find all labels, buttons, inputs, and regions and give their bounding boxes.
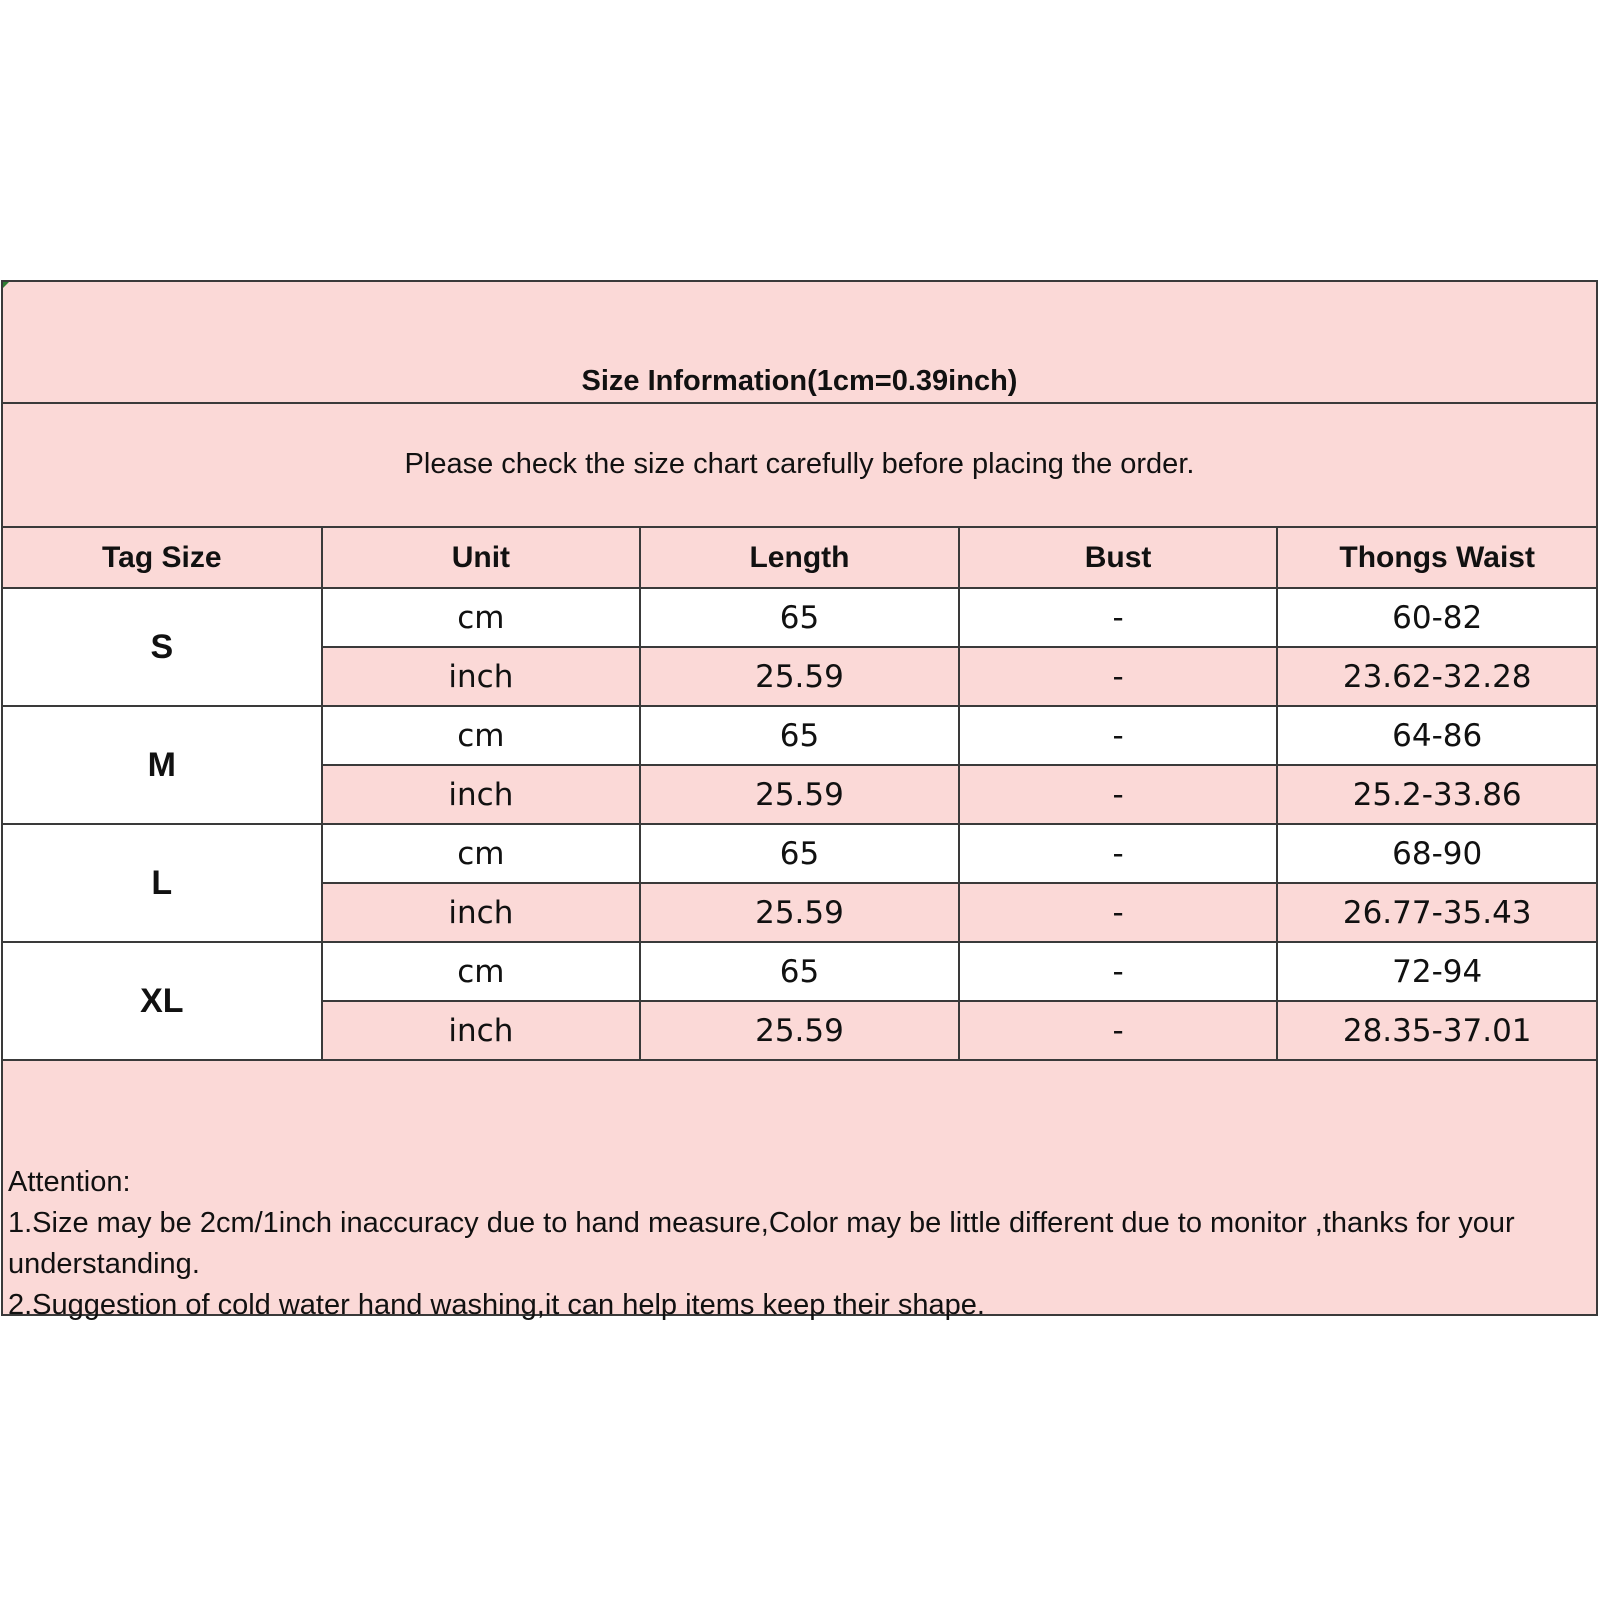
unit-cell: inch: [322, 765, 641, 824]
waist-cell: 25.2-33.86: [1277, 765, 1596, 824]
bust-cell: -: [959, 883, 1278, 942]
size-table: [3, 526, 1596, 1061]
waist-cell: 64-86: [1277, 706, 1596, 765]
bust-cell: -: [959, 647, 1278, 706]
attention-notes: [8, 1162, 1591, 1326]
unit-cell: cm: [322, 942, 641, 1001]
waist-cell: 60-82: [1277, 588, 1596, 647]
table-row: [3, 824, 1596, 883]
waist-cell: 72-94: [1277, 942, 1596, 1001]
bust-cell: -: [959, 1001, 1278, 1060]
length-cell: 25.59: [640, 765, 959, 824]
length-cell: 65: [640, 824, 959, 883]
tag-size-cell: L: [3, 824, 322, 942]
length-cell: 25.59: [640, 1001, 959, 1060]
table-row: [3, 706, 1596, 765]
bust-cell: -: [959, 765, 1278, 824]
table-header-row: [3, 527, 1596, 588]
title-band: [3, 282, 1596, 404]
tag-size-cell: XL: [3, 942, 322, 1060]
attention-note-2: 2.Suggestion of cold water hand washing,it can help items keep their shape.: [8, 1289, 985, 1321]
waist-cell: 68-90: [1277, 824, 1596, 883]
attention-note-1: 1.Size may be 2cm/1inch inaccuracy due to hand measure,Color may be little different due to monitor ,thanks for your understanding.: [8, 1207, 1515, 1280]
bust-cell: -: [959, 942, 1278, 1001]
tag-size-cell: M: [3, 706, 322, 824]
unit-cell: cm: [322, 706, 641, 765]
header-bust: Bust: [959, 527, 1278, 588]
header-unit: Unit: [322, 527, 641, 588]
bust-cell: -: [959, 588, 1278, 647]
table-row: [3, 588, 1596, 647]
length-cell: 65: [640, 588, 959, 647]
header-tag-size: Tag Size: [3, 527, 322, 588]
size-chart-sheet: [1, 280, 1598, 1321]
waist-cell: 28.35-37.01: [1277, 1001, 1596, 1060]
unit-cell: inch: [322, 883, 641, 942]
notice-band: [3, 404, 1596, 526]
notice-text: Please check the size chart carefully before placing the order.: [404, 448, 1195, 480]
header-thongs-waist: Thongs Waist: [1277, 527, 1596, 588]
header-length: Length: [640, 527, 959, 588]
unit-cell: inch: [322, 647, 641, 706]
waist-cell: 26.77-35.43: [1277, 883, 1596, 942]
bust-cell: -: [959, 706, 1278, 765]
waist-cell: 23.62-32.28: [1277, 647, 1596, 706]
length-cell: 25.59: [640, 647, 959, 706]
size-chart-title: Size Information(1cm=0.39inch): [581, 365, 1018, 397]
attention-heading: Attention:: [8, 1166, 131, 1198]
bust-cell: -: [959, 824, 1278, 883]
unit-cell: cm: [322, 824, 641, 883]
length-cell: 25.59: [640, 883, 959, 942]
table-row: [3, 942, 1596, 1001]
unit-cell: cm: [322, 588, 641, 647]
length-cell: 65: [640, 942, 959, 1001]
tag-size-cell: S: [3, 588, 322, 706]
length-cell: 65: [640, 706, 959, 765]
unit-cell: inch: [322, 1001, 641, 1060]
